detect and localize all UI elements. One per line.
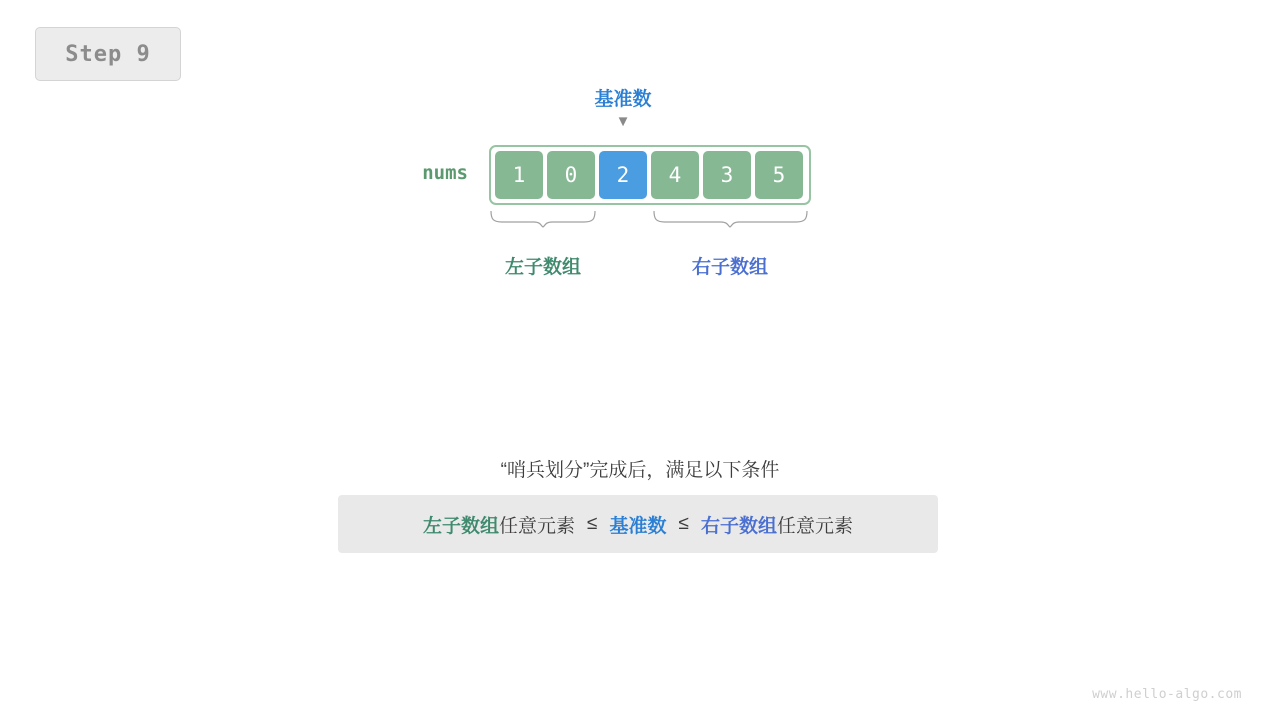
right-subarray-brace	[653, 210, 808, 228]
left-subarray-label: 左子数组	[504, 257, 581, 278]
array-frame	[489, 145, 811, 205]
step-badge	[35, 27, 181, 81]
condition-left-subarray: 左子数组	[423, 515, 500, 537]
condition-operator-2: ≤	[678, 513, 689, 534]
arrow-down-icon: ▼	[615, 113, 631, 130]
array-name-label: nums	[422, 162, 468, 184]
step-badge-label: Step 9	[65, 41, 151, 67]
left-subarray-brace	[490, 210, 596, 228]
condition-expression	[423, 511, 853, 538]
pivot-label: 基准数	[594, 89, 652, 110]
condition-right-subarray: 右子数组	[700, 515, 777, 537]
condition-pivot: 基准数	[609, 515, 667, 537]
condition-right-suffix: 任意元素	[776, 515, 853, 537]
footer-url: www.hello-algo.com	[1092, 687, 1242, 702]
array-cell-pivot: 2	[599, 151, 647, 199]
caption-text: “哨兵划分”完成后，满足以下条件	[500, 460, 780, 481]
array-cell: 4	[651, 151, 699, 199]
array-cell: 3	[703, 151, 751, 199]
right-subarray-label: 右子数组	[691, 257, 768, 278]
condition-operator-1: ≤	[587, 513, 598, 534]
condition-box	[338, 495, 938, 553]
array-cell: 0	[547, 151, 595, 199]
array-cell: 1	[495, 151, 543, 199]
condition-left-suffix: 任意元素	[499, 515, 576, 537]
array-cell: 5	[755, 151, 803, 199]
